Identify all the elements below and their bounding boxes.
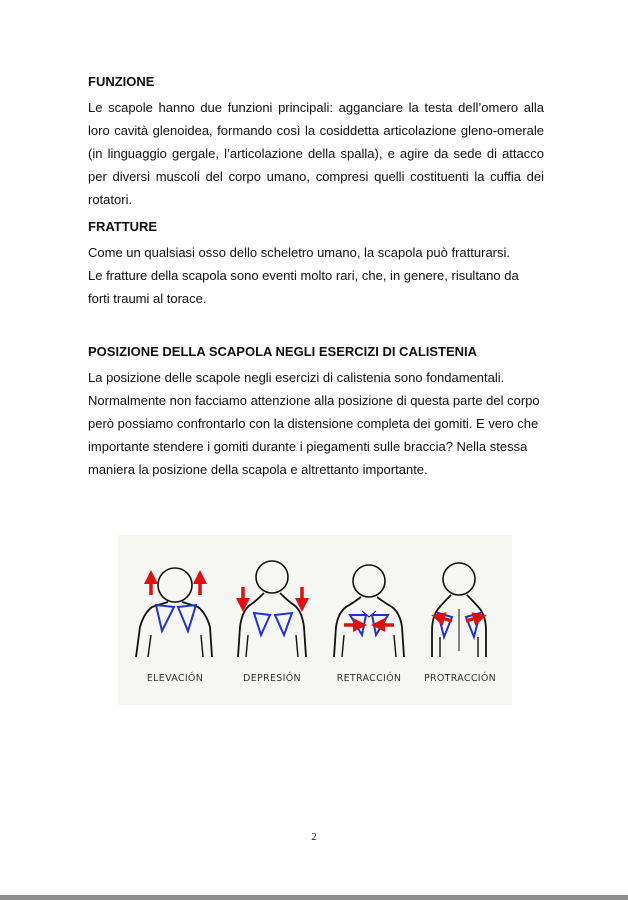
paragraph-line: maniera la posizione della scapola e altrettanto importante. [88, 462, 428, 477]
section-fratture [88, 219, 544, 310]
paragraph-line: però possiamo confrontarlo con la distensione completa dei gomiti. E vero che [88, 416, 539, 431]
paragraph-line: Come un qualsiasi osso dello scheletro umano, la scapola può fratturarsi. [88, 245, 511, 260]
retraction-diagram [334, 565, 404, 657]
scapula-movements-figure [118, 535, 512, 705]
section-paragraph: Le scapole hanno due funzioni principali: agganciare la testa dell’omero alla loro cavità glenoidea, formando così la cosiddetta articolazione gleno-omerale (in linguaggio gergale, l’articolazione della spalla), e agire da sede di attacco per diversi muscoli del corpo umano, compresi quelli costituenti la cuffia dei rotatori. [88, 100, 544, 207]
paragraph-line: importante stendere i gomiti durante i piegamenti sulle braccia? Nella stessa [88, 439, 528, 454]
protraction-diagram [432, 563, 486, 657]
figure-label-protraction: PROTRACCIÓN [423, 673, 497, 684]
depression-diagram [238, 561, 306, 657]
section-heading: FUNZIONE [88, 74, 155, 89]
page-bottom-divider [0, 895, 628, 900]
paragraph-line: La posizione delle scapole negli esercizi di calistenia sono fondamentali. [88, 370, 505, 385]
figure-label-elevation: ELEVACIÓN [146, 673, 204, 684]
figure-label-depression: DEPRESIÓN [243, 673, 301, 684]
paragraph-line: Le fratture della scapola sono eventi molto rari, che, in genere, risultano da [88, 268, 519, 283]
section-heading: POSIZIONE DELLA SCAPOLA NEGLI ESERCIZI DI CALISTENIA [88, 344, 478, 359]
section-heading: FRATTURE [88, 219, 158, 234]
paragraph-line: Normalmente non facciamo attenzione alla posizione di questa parte del corpo [88, 393, 540, 408]
elevation-diagram [136, 568, 212, 657]
figure-label-retraction: RETRACCIÓN [336, 673, 402, 684]
section-posizione [88, 344, 544, 481]
paragraph-line: forti traumi al torace. [88, 291, 207, 306]
page-number: 2 [311, 831, 317, 843]
section-funzione [88, 74, 544, 211]
